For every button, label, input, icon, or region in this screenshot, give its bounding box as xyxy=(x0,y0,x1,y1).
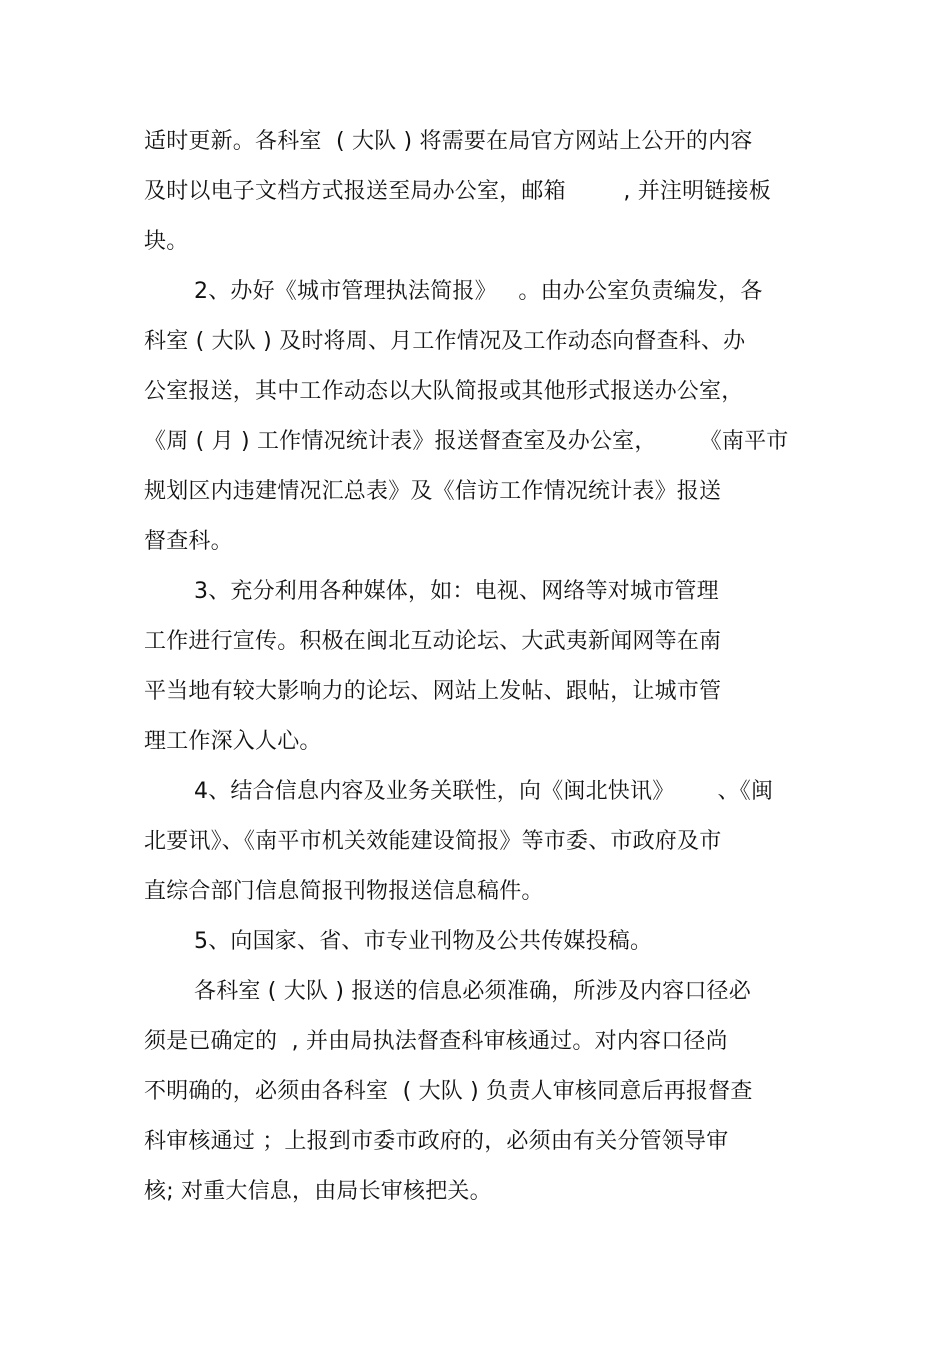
text-line-13: 理工作深入人心。 xyxy=(144,729,322,754)
text-line-4: 2、办好《城市管理执法简报》 。由办公室负责编发，各 xyxy=(194,279,763,304)
text-line-5: 科室 ( 大队 ) 及时将周、月工作情况及工作动态向督查科、办 xyxy=(144,329,746,354)
text-line-3: 块。 xyxy=(144,229,189,254)
text-line-10: 3、充分利用各种媒体，如：电视、网络等对城市管理 xyxy=(194,579,719,604)
text-line-8: 规划区内违建情况汇总表》及《信访工作情况统计表》报送 xyxy=(144,479,722,504)
text-line-16: 直综合部门信息简报刊物报送信息稿件。 xyxy=(144,879,544,904)
text-line-21: 科审核通过 ；上报到市委市政府的，必须由有关分管领导审 xyxy=(144,1129,729,1154)
text-line-18: 各科室 ( 大队 ) 报送的信息必须准确，所涉及内容口径必 xyxy=(194,979,751,1004)
text-line-15: 北要讯》、《南平市机关效能建设简报》等市委、市政府及市 xyxy=(144,829,722,854)
text-line-11: 工作进行宣传。积极在闽北互动论坛、大武夷新闻网等在南 xyxy=(144,629,722,654)
text-line-14: 4、结合信息内容及业务关联性，向《闽北快讯》 、《闽 xyxy=(194,779,774,804)
text-line-12: 平当地有较大影响力的论坛、网站上发帖、跟帖，让城市管 xyxy=(144,679,722,704)
text-line-2: 及时以电子文档方式报送至局办公室，邮箱 , 并注明链接板 xyxy=(144,179,771,204)
text-line-1: 适时更新。各科室 ( 大队 ) 将需要在局官方网站上公开的内容 xyxy=(144,129,753,154)
text-line-6: 公室报送，其中工作动态以大队简报或其他形式报送办公室， xyxy=(144,379,744,404)
text-line-22: 核; 对重大信息，由局长审核把关。 xyxy=(144,1179,492,1204)
text-line-19: 须是已确定的 , 并由局执法督查科审核通过。对内容口径尚 xyxy=(144,1029,728,1054)
text-line-20: 不明确的，必须由各科室 ( 大队 ) 负责人审核同意后再报督查 xyxy=(144,1079,753,1104)
text-line-7: 《周 ( 月 ) 工作情况统计表》报送督查室及办公室， 《南平市 xyxy=(144,429,789,454)
text-line-9: 督查科。 xyxy=(144,529,233,554)
text-line-17: 5、向国家、省、市专业刊物及公共传媒投稿。 xyxy=(194,929,653,954)
